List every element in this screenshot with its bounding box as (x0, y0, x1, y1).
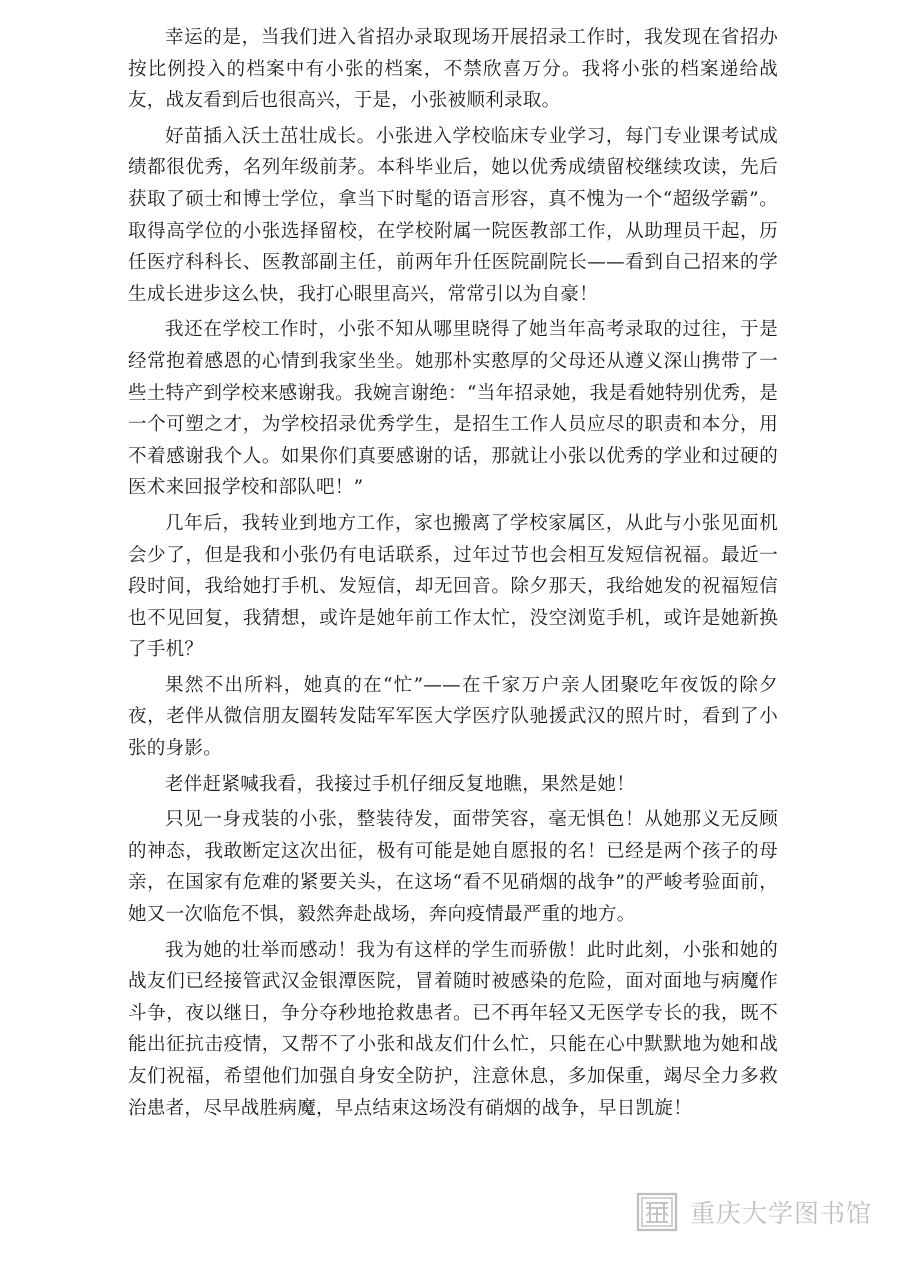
paragraph-2: 好苗插入沃土茁壮成长。小张进入学校临床专业学习，每门专业课考试成绩都很优秀，名列年级前茅。本科毕业后，她以优秀成绩留校继续攻读，先后获取了硕士和博士学位，拿当下时髦的语言形容，真不愧为一个“超级学霸”。取得高学位的小张选择留校，在学校附属一院医教部工作，从助理员干起，历任医疗科科长、医教部副主任，前两年升任医院副院长——看到自己招来的学生成长进步这么快，我打心眼里高兴，常常引以为自豪！ (128, 125, 778, 305)
library-watermark (636, 1190, 876, 1234)
watermark-text: 重庆大学图书馆 (690, 1199, 873, 1228)
paragraph-4: 几年后，我转业到地方工作，家也搬离了学校家属区，从此与小张见面机会少了，但是我和小张仍有电话联系，过年过节也会相互发短信祝福。最近一段时间，我给她打手机、发短信，却无回音。除夕那天，我给她发的祝福短信也不见回复，我猜想，或许是她年前工作太忙，没空浏览手机，或许是她新换了手机？ (128, 512, 778, 661)
paragraph-8: 我为她的壮举而感动！我为有这样的学生而骄傲！此时此刻，小张和她的战友们已经接管武汉金银潭医院，冒着随时被感染的危险，面对面地与病魔作斗争，夜以继日，争分夺秒地抢救患者。已不再年轻又无医学专长的我，既不能出征抗击疫情，又帮不了小张和战友们什么忙，只能在心中默默地为她和战友们祝福，希望他们加强自身安全防护，注意休息，多加保重，竭尽全力多救治患者，尽早战胜病魔，早点结束这场没有硝烟的战争，早日凯旋！ (128, 939, 778, 1119)
paragraph-6: 老伴赶紧喊我看，我接过手机仔细反复地瞧，果然是她！ (165, 773, 636, 795)
paragraph-7: 只见一身戎装的小张，整装待发，面带笑容，毫无惧色！从她那义无反顾的神态，我敢断定这次出征，极有可能是她自愿报的名！已经是两个孩子的母亲，在国家有危难的紧要关头，在这场“看不见硝烟的战争”的严峻考验面前，她又一次临危不惧，毅然奔赴战场，奔向疫情最严重的地方。 (128, 809, 778, 926)
paragraph-5: 果然不出所料，她真的在“忙”——在千家万户亲人团聚吃年夜饭的除夕夜，老伴从微信朋友圈转发陆军军医大学医疗队驰援武汉的照片时，看到了小张的身影。 (128, 674, 778, 760)
article-body (128, 22, 778, 1128)
library-seal-icon (636, 1192, 678, 1232)
paragraph-3: 我还在学校工作时，小张不知从哪里晓得了她当年高考录取的过往，于是经常抱着感恩的心情到我家坐坐。她那朴实憨厚的父母还从遵义深山携带了一些土特产到学校来感谢我。我婉言谢绝：“当年招录她，我是看她特别优秀，是一个可塑之才，为学校招录优秀学生，是招生工作人员应尽的职责和本分，用不着感谢我个人。如果你们真要感谢的话，那就让小张以优秀的学业和过硬的医术来回报学校和部队吧！” (128, 319, 778, 499)
paragraph-1: 幸运的是，当我们进入省招办录取现场开展招录工作时，我发现在省招办按比例投入的档案中有小张的档案，不禁欣喜万分。我将小张的档案递给战友，战友看到后也很高兴，于是，小张被顺利录取。 (128, 27, 778, 112)
